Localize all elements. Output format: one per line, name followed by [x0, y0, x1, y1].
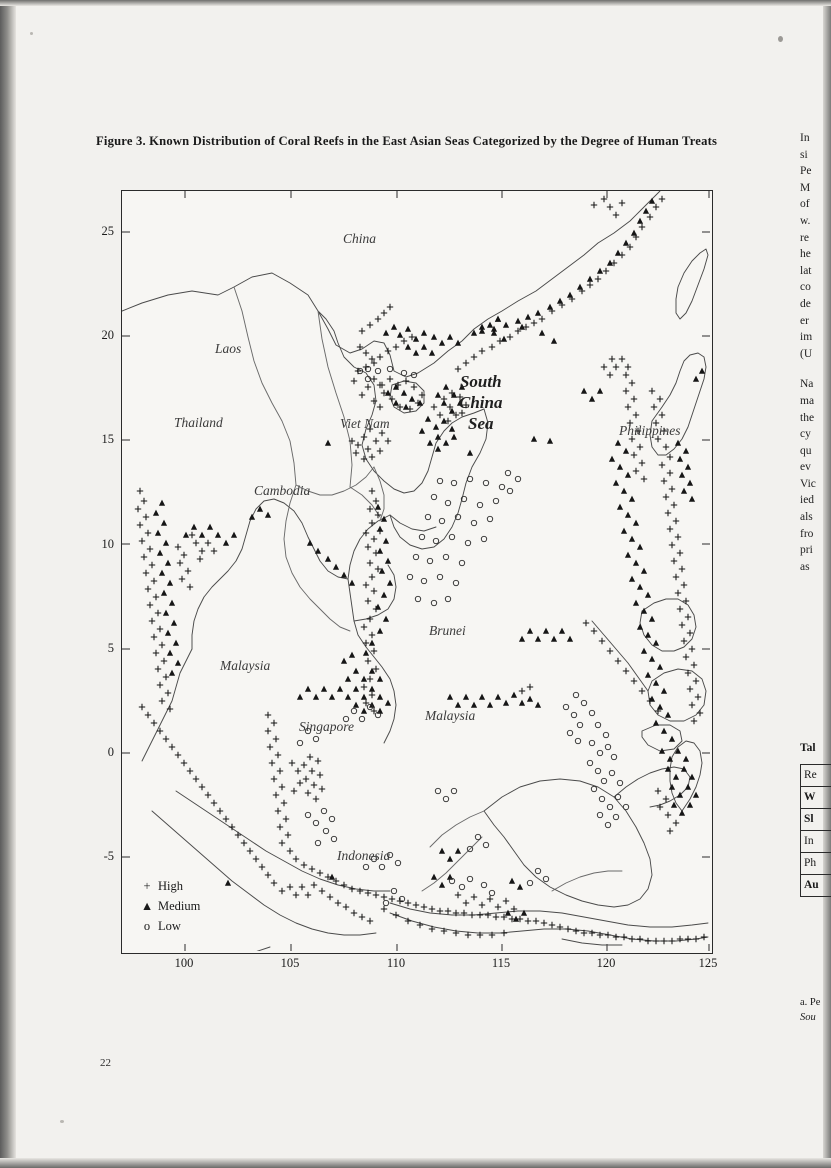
y-axis-tick-0: 0: [107, 745, 114, 759]
marker-group-low: [297, 366, 628, 905]
right-line-b-7: ied: [800, 494, 815, 507]
y-axis-tick-5: 5: [107, 641, 114, 655]
right-line-4: of: [800, 198, 810, 211]
plus-icon: +: [143, 879, 151, 893]
legend-item-low: [138, 916, 200, 936]
y-axis-tick-minus5: -5: [103, 849, 114, 863]
right-line-b-0: Na: [800, 378, 814, 391]
right-paragraph-2: [800, 376, 831, 575]
legend-label-low: Low: [158, 919, 181, 933]
legend-label-high: High: [158, 879, 183, 893]
figure-caption: Figure 3. Known Distribution of Coral Reefs in the East Asian Seas Categorized by the Degree of Human Treats: [96, 134, 718, 148]
scan-speck: [60, 1120, 64, 1123]
x-axis-tick-110: 110: [386, 956, 406, 970]
right-line-b-3: cy: [800, 428, 811, 441]
page-edge-bottom: [0, 1158, 831, 1168]
y-axis-tick-25: 25: [101, 224, 114, 238]
right-line-2: Pe: [800, 165, 812, 178]
footnote-a: a. Pe: [800, 997, 821, 1008]
table-row: Sl: [800, 808, 831, 830]
triangle-icon: ▲: [140, 899, 154, 913]
map-label-brunei-6: Brunei: [429, 623, 466, 638]
map-label-thailand-2: Thailand: [174, 415, 223, 430]
circle-icon: o: [143, 919, 151, 933]
page-edge-top: [0, 0, 831, 6]
right-line-12: im: [800, 331, 813, 344]
map-label-south-china-sea: South China Sea: [459, 372, 503, 433]
map-label-laos-1: Laos: [215, 341, 242, 356]
table-row: Re: [800, 764, 831, 786]
right-line-11: er: [800, 314, 809, 327]
marker-group-high: [135, 196, 707, 944]
scan-speck: [778, 36, 783, 42]
right-line-b-10: pri: [800, 544, 813, 557]
right-table-fragment: [800, 742, 831, 897]
page-number: 22: [100, 1057, 111, 1069]
right-line-0: In: [800, 132, 810, 144]
legend-item-high: [138, 876, 200, 896]
map-legend: [138, 876, 200, 936]
right-column-text: [800, 130, 831, 589]
y-axis-tick-20: 20: [101, 328, 114, 342]
right-footnotes: [800, 995, 831, 1025]
table-row: Ph: [800, 852, 831, 874]
right-line-b-1: ma: [800, 394, 815, 407]
right-line-6: re: [800, 231, 809, 244]
right-line-b-4: qu: [800, 444, 812, 457]
right-line-10: de: [800, 297, 811, 310]
table-row: Au: [800, 874, 831, 897]
right-line-1: si: [800, 148, 808, 161]
scan-speck: [30, 32, 33, 35]
right-paragraph-1: [800, 130, 831, 362]
right-line-b-8: als: [800, 511, 813, 524]
map-label-viet-nam-3: Viet Nam: [340, 416, 390, 431]
table-row: In: [800, 830, 831, 852]
x-axis-tick-105: 105: [280, 956, 300, 970]
map-label-singapore-9: Singapore: [299, 719, 354, 734]
x-axis-tick-100: 100: [174, 956, 194, 970]
right-line-b-9: fro: [800, 527, 814, 540]
legend-label-medium: Medium: [158, 899, 201, 913]
y-axis-tick-10: 10: [101, 537, 114, 551]
marker-group-medium: [153, 198, 705, 922]
right-line-9: co: [800, 281, 811, 294]
x-axis-tick-120: 120: [596, 956, 616, 970]
map-label-malaysia-8: Malaysia: [425, 708, 476, 723]
map-graphic: [122, 191, 710, 951]
right-line-b-6: Vic: [800, 477, 816, 490]
page-edge-left: [0, 0, 16, 1168]
map-label-indonesia-10: Indonesia: [337, 848, 391, 863]
right-line-3: M: [800, 181, 811, 194]
right-line-8: lat: [800, 264, 812, 277]
x-axis-tick-125: 125: [698, 956, 718, 970]
coral-reef-distribution-map: [121, 190, 713, 954]
map-label-malaysia-7: Malaysia: [220, 658, 271, 673]
legend-item-medium: [138, 896, 200, 916]
map-label-china-0: China: [343, 231, 377, 246]
x-axis-tick-115: 115: [491, 956, 511, 970]
right-line-13: (U: [800, 347, 813, 360]
right-line-b-5: ev: [800, 461, 811, 474]
right-line-b-11: as: [800, 560, 810, 573]
table-row: W: [800, 786, 831, 808]
footnote-source: Sou: [800, 1012, 816, 1023]
y-axis-tick-15: 15: [101, 432, 114, 446]
map-label-cambodia-4: Cambodia: [254, 483, 311, 498]
map-label-philippines-5: Philippines: [619, 423, 681, 438]
right-line-5: w.: [800, 214, 811, 227]
right-line-7: he: [800, 248, 811, 261]
right-line-b-2: the: [800, 411, 815, 424]
right-table-title: Tal: [800, 742, 816, 754]
